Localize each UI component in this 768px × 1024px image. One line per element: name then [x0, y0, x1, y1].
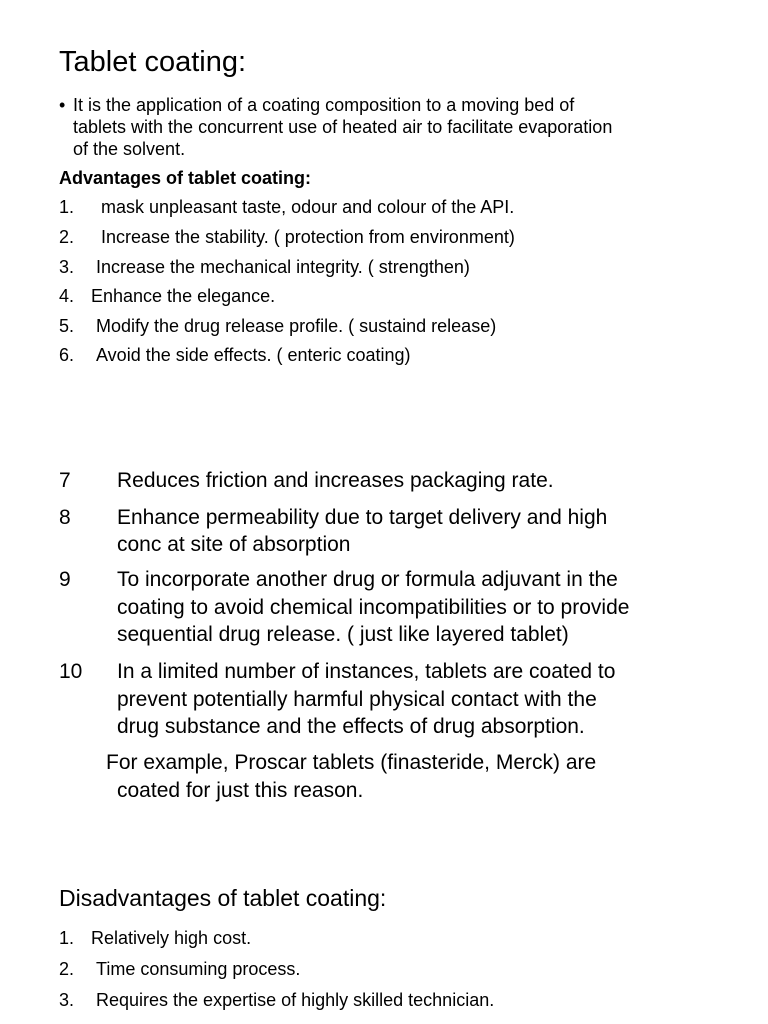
item-text: mask unpleasant taste, odour and colour of the API.	[101, 197, 515, 217]
item-text: Modify the drug release profile. ( sustaind release)	[96, 316, 497, 336]
item-text: Increase the mechanical integrity. ( strengthen)	[96, 257, 470, 277]
item-number: 5.	[59, 316, 75, 336]
item-text: sequential drug release. ( just like layered tablet)	[117, 623, 569, 646]
item-text: To incorporate another drug or formula adjuvant in the	[117, 568, 618, 591]
item-text: prevent potentially harmful physical contact with the	[117, 688, 597, 711]
item-number: 7	[59, 469, 71, 492]
item-text: Enhance the elegance.	[91, 286, 276, 306]
item-text: Requires the expertise of highly skilled technician.	[96, 990, 495, 1010]
item-text: Relatively high cost.	[91, 928, 252, 948]
item-number: 10	[59, 660, 83, 683]
item-number: 4.	[59, 286, 75, 306]
item-number: 2.	[59, 959, 75, 979]
item-text: conc at site of absorption	[117, 533, 351, 556]
item-text: In a limited number of instances, tablets are coated to	[117, 660, 616, 683]
item-text: Time consuming process.	[96, 959, 301, 979]
intro-line: of the solvent.	[73, 139, 186, 159]
example-line: coated for just this reason.	[117, 779, 364, 802]
page-title: Tablet coating:	[59, 46, 247, 78]
item-number: 1.	[59, 928, 75, 948]
item-number: 2.	[59, 227, 75, 247]
example-line: For example, Proscar tablets (finasteride, Merck) are	[106, 751, 597, 774]
item-text: Increase the stability. ( protection from environment)	[101, 227, 515, 247]
item-number: 1.	[59, 197, 75, 217]
item-text: coating to avoid chemical incompatibilities or to provide	[117, 596, 630, 619]
item-text: Avoid the side effects. ( enteric coating)	[96, 345, 411, 365]
item-number: 3.	[59, 257, 75, 277]
advantages-heading: Advantages of tablet coating:	[59, 168, 312, 188]
item-number: 9	[59, 568, 71, 591]
disadvantages-heading: Disadvantages of tablet coating:	[59, 885, 387, 911]
item-text: Enhance permeability due to target delivery and high	[117, 506, 608, 529]
bullet-icon: •	[59, 95, 66, 115]
intro-line: It is the application of a coating composition to a moving bed of	[73, 95, 575, 115]
item-number: 8	[59, 506, 71, 529]
intro-line: tablets with the concurrent use of heated air to facilitate evaporation	[73, 117, 613, 137]
item-text: drug substance and the effects of drug absorption.	[117, 715, 585, 738]
item-number: 6.	[59, 345, 75, 365]
item-text: Reduces friction and increases packaging rate.	[117, 469, 554, 492]
item-number: 3.	[59, 990, 75, 1010]
